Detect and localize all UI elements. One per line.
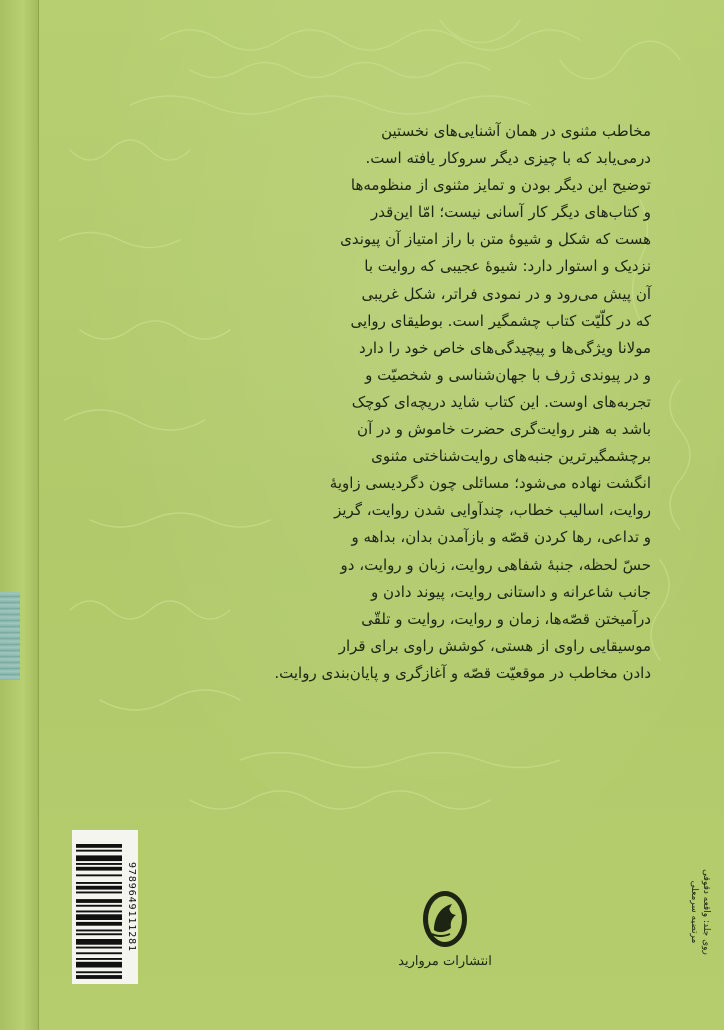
blurb-line: حسّ لحظه، جنبهٔ شفاهی روایت، زبان و روایت، دو [340,555,651,574]
barcode-bar [76,952,122,954]
isbn-barcode [72,830,138,984]
barcode-bar [76,930,122,932]
barcode-bar [76,863,122,865]
blurb-line: جانب شاعرانه و داستانی روایت، پیوند دادن و [371,582,651,601]
blurb-line: و تداعی، رها کردن قصّه و بازآمدن بدان، بداهه و [351,528,651,547]
barcode-bar [76,867,122,871]
barcode-bar [76,933,122,935]
credit-line-cover-art: روی جلد: واقعه دقوقی [701,869,711,955]
blurb-line: نزدیک و استوار دارد: شیوهٔ عجیبی که روایت با [364,257,651,276]
barcode-bar [76,939,122,945]
barcode-bar [76,911,122,913]
book-spine-edge [0,0,39,1030]
publisher-name: انتشارات مروارید [398,954,492,969]
blurb-line: مولانا ویژگی‌ها و پیچیدگی‌های خاص خود را دارد [358,338,651,357]
barcode-bar [76,882,122,884]
blurb-line: و در پیوندی ژرف با جهان‌شناسی و شخصیّت و [365,365,651,384]
barcode-bar [76,922,122,926]
barcode-bar [76,844,122,848]
blurb-line: باشد به هنر روایت‌گری حضرت خاموش و در آن [357,420,651,439]
credit-line-artist: مرتضیه سرمعلی [689,880,699,944]
barcode-bar [76,958,122,960]
blurb-line: روایت، اسالیب خطاب، چندآوایی شدن روایت، گریز [334,501,651,520]
blurb-line: انگشت نهاده می‌شود؛ مسائلی چون دگردیسی زاویهٔ [329,474,651,493]
barcode-bar [76,971,122,973]
barcode-bar [76,886,122,890]
barcode-bar [76,892,122,894]
barcode-bar [76,962,122,968]
blurb-line: آن پیش می‌رود و در نمودی فراتر، شکل غریبی [361,284,651,303]
barcode-bar [76,850,122,852]
back-cover-blurb [255,118,651,687]
barcode-bar [76,899,122,903]
cover-credits [655,860,715,955]
blurb-line: مخاطب مثنوی در همان آشنایی‌های نخستین [381,122,651,140]
barcode-bar [76,975,122,979]
barcode-bar [76,874,122,876]
spine-label-strip [0,592,20,680]
barcode-bar [76,855,122,861]
blurb-line: و کتاب‌های دیگر کار آسانی نیست؛ امّا این‌قدر [371,203,651,222]
barcode-bar [76,914,122,920]
barcode-bar [76,947,122,949]
blurb-line: برچشمگیرترین جنبه‌های روایت‌شناختی مثنوی [371,447,651,466]
blurb-line: موسیقایی راوی از هستی، کوشش راوی برای قرار [338,636,651,655]
blurb-line: توضیح این دیگر بودن و تمایز مثنوی از منظومه‌ها [350,176,651,195]
blurb-line: هست که شکل و شیوهٔ متن با راز امتیاز آن پیوندی [340,230,651,249]
blurb-line: درآمیختن قصّه‌ها، زمان و روایت، روایت و تلقّی [361,609,651,628]
bird-in-circle-logo-icon [420,888,470,950]
blurb-line: تجربه‌های اوست. این کتاب شاید دریچه‌ای کوچک [351,392,651,411]
blurb-line: که در کلّیّت کتاب چشمگیر است. بوطیقای روایی [350,311,651,330]
barcode-bar [76,905,122,907]
blurb-line: درمی‌یابد که با چیزی دیگر سروکار یافته است. [365,149,651,168]
blurb-line: دادن مخاطب در موقعیّت قصّه و آغازگری و پایان‌بندی روایت. [274,663,651,682]
barcode-digits: 9789649111281 [126,862,137,952]
